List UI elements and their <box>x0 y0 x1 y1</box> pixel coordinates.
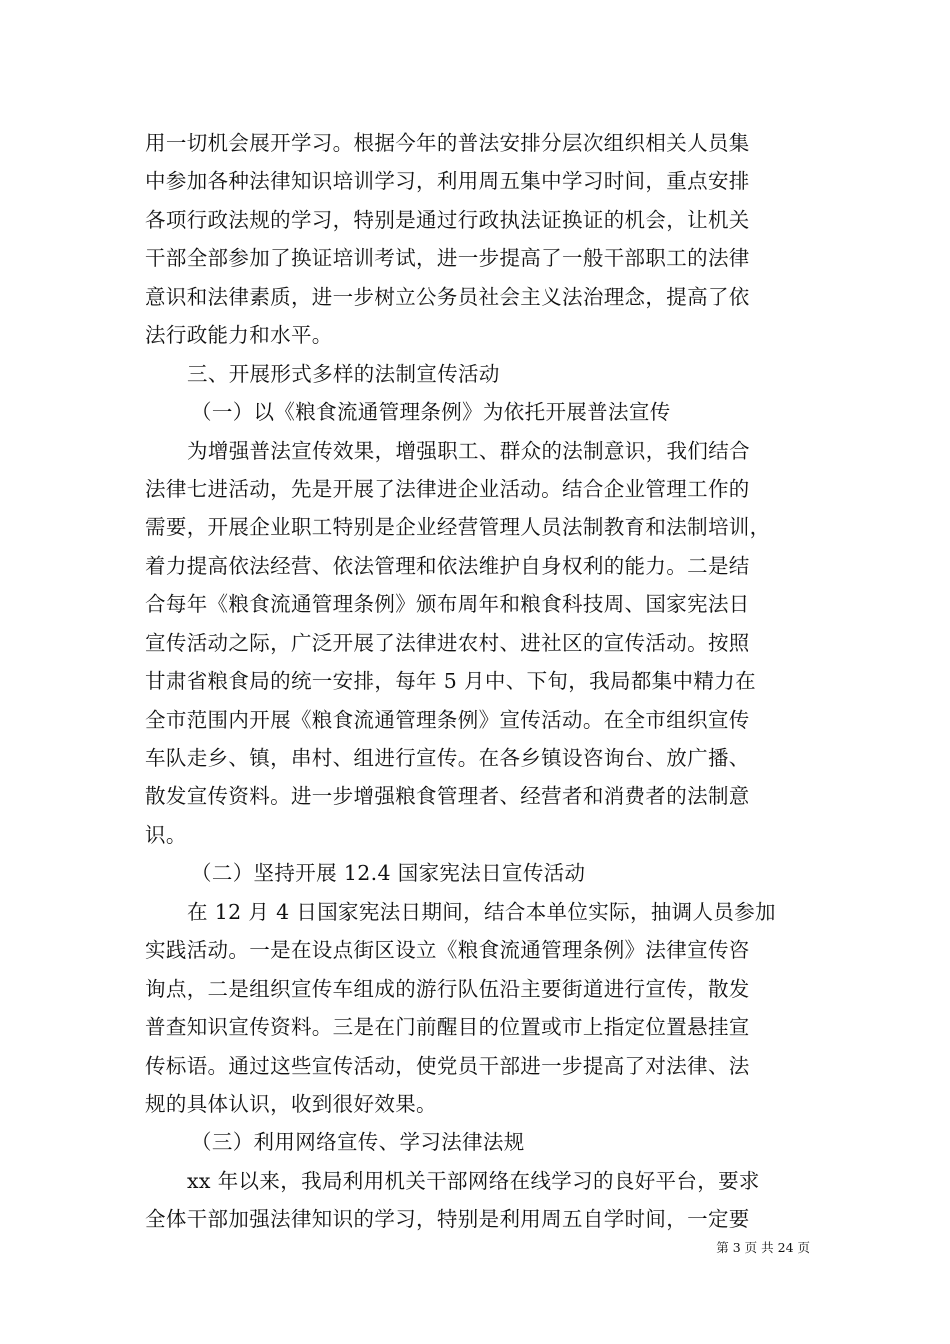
text-line: 传标语。通过这些宣传活动，使党员干部进一步提高了对法律、法 <box>145 1053 750 1078</box>
text-line: 全体干部加强法律知识的学习，特别是利用周五自学时间，一定要 <box>145 1207 750 1232</box>
text-line: 宣传活动之际，广泛开展了法律进农村、进社区的宣传活动。按照 <box>145 630 750 655</box>
text-line: 意识和法律素质，进一步树立公务员社会主义法治理念，提高了依 <box>145 284 750 309</box>
text-line: 各项行政法规的学习，特别是通过行政执法证换证的机会，让机关 <box>145 207 750 232</box>
document-body <box>145 124 810 1239</box>
text-line: 中参加各种法律知识培训学习，利用周五集中学习时间，重点安排 <box>145 169 750 194</box>
text-line: 询点，二是组织宣传车组成的游行队伍沿主要街道进行宣传，散发 <box>145 976 750 1001</box>
text-line: 法律七进活动，先是开展了法律进企业活动。结合企业管理工作的 <box>145 476 750 501</box>
text-line: 车队走乡、镇，串村、组进行宣传。在各乡镇设咨询台、放广播、 <box>145 746 750 770</box>
text-line: 实践活动。一是在设点街区设立《粮食流通管理条例》法律宣传咨 <box>145 938 750 963</box>
paragraph-start-line: 为增强普法宣传效果，增强职工、群众的法制意识，我们结合 <box>187 438 750 463</box>
subsection-heading: （三）利用网络宣传、学习法律法规 <box>191 1130 525 1155</box>
text-line: 普查知识宣传资料。三是在门前醒目的位置或市上指定位置悬挂宣 <box>145 1015 750 1040</box>
subsection-heading: （一）以《粮食流通管理条例》为依托开展普法宣传 <box>191 400 671 425</box>
text-line: 全市范围内开展《粮食流通管理条例》宣传活动。在全市组织宣传 <box>145 707 750 732</box>
text-line: 着力提高依法经营、依法管理和依法维护自身权利的能力。二是结 <box>145 553 750 578</box>
text-line: 散发宣传资料。进一步增强粮食管理者、经营者和消费者的法制意 <box>145 784 750 809</box>
section-heading: 三、开展形式多样的法制宣传活动 <box>187 361 500 386</box>
text-line: 合每年《粮食流通管理条例》颁布周年和粮食科技周、国家宪法日 <box>145 592 750 617</box>
subsection-heading: （二）坚持开展 12.4 国家宪法日宣传活动 <box>191 861 586 886</box>
text-line: 需要，开展企业职工特别是企业经营管理人员法制教育和法制培训， <box>145 515 771 540</box>
text-line: 识。 <box>145 822 187 847</box>
text-line: 法行政能力和水平。 <box>145 323 333 348</box>
text-line: 规的具体认识，收到很好效果。 <box>145 1091 437 1116</box>
paragraph-start-line: 在 12 月 4 日国家宪法日期间，结合本单位实际，抽调人员参加 <box>187 899 776 924</box>
text-line: 甘肃省粮食局的统一安排，每年 5 月中、下旬，我局都集中精力在 <box>145 669 756 694</box>
text-line: 干部全部参加了换证培训考试，进一步提高了一般干部职工的法律 <box>145 246 750 271</box>
paragraph-start-line: xx 年以来，我局利用机关干部网络在线学习的良好平台，要求 <box>187 1168 760 1193</box>
page-number-footer: 第 3 页 共 24 页 <box>716 1240 810 1255</box>
text-line: 用一切机会展开学习。根据今年的普法安排分层次组织相关人员集 <box>145 131 750 155</box>
